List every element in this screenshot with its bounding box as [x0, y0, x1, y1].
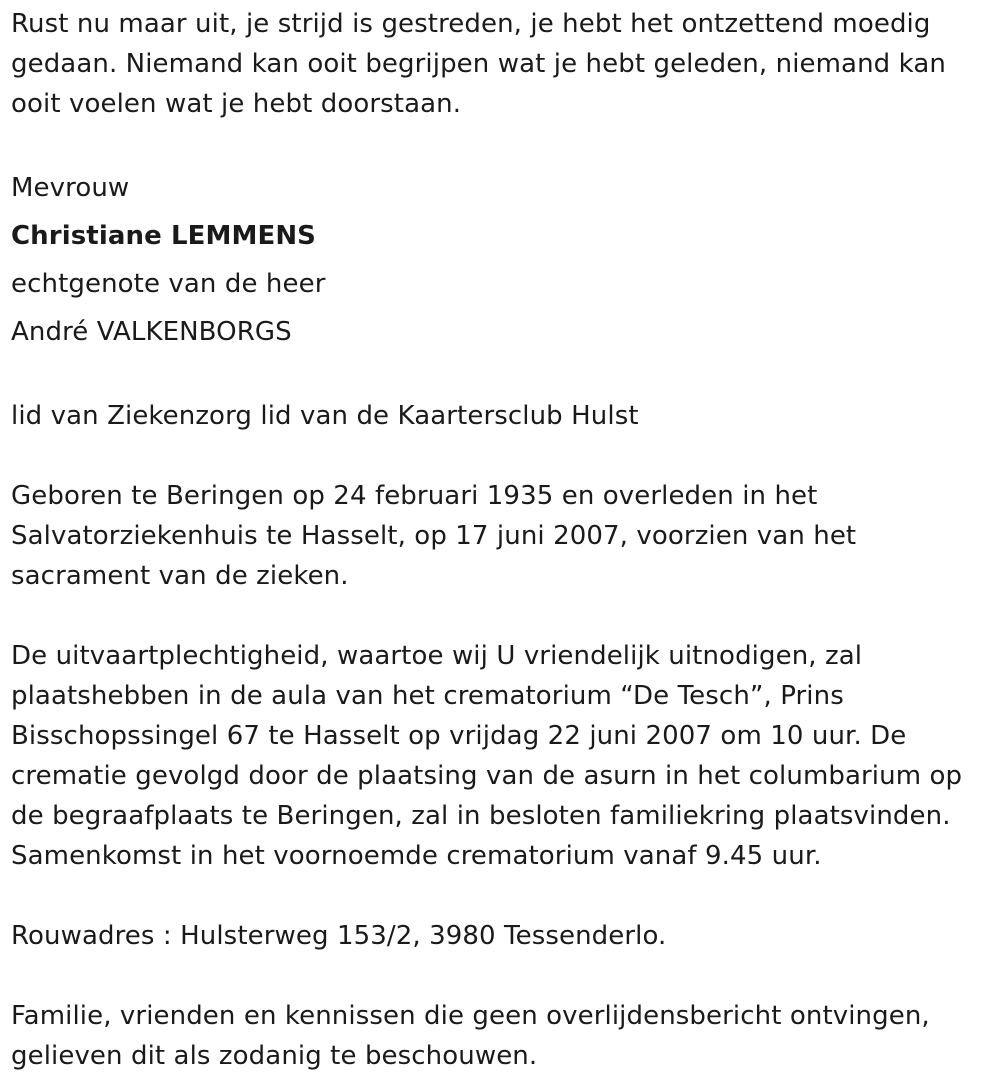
spacer — [11, 956, 991, 996]
address-paragraph: Rouwadres : Hulsterweg 153/2, 3980 Tessenderlo. — [11, 921, 667, 951]
closing-paragraph: Familie, vrienden en kennissen die geen overlijdensbericht ontvingen, gelieven dit als zodanig te beschouwen. — [11, 1001, 930, 1071]
memberships-paragraph: lid van Ziekenzorg lid van de Kaartersclub Hulst — [11, 401, 639, 431]
spacer — [11, 876, 991, 916]
death-notice — [11, 4, 991, 1076]
relation-text: echtgenote van de heer — [11, 269, 326, 299]
intro-paragraph: Rust nu maar uit, je strijd is gestreden, je hebt het ontzettend moedig gedaan. Niemand kan ooit begrijpen wat je hebt geleden, niemand kan ooit voelen wat je hebt doorstaan. — [11, 9, 946, 119]
spacer — [11, 596, 991, 636]
birth-death-paragraph: Geboren te Beringen op 24 februari 1935 en overleden in het Salvatorziekenhuis te Hasselt, op 17 juni 2007, voorzien van het sacrament van de zieken. — [11, 481, 857, 591]
deceased-name: Christiane LEMMENS — [11, 221, 317, 251]
honorific: Mevrouw — [11, 173, 130, 203]
spacer — [11, 124, 991, 164]
spacer — [11, 356, 991, 396]
spouse-name: André VALKENBORGS — [11, 317, 292, 347]
funeral-paragraph: De uitvaartplechtigheid, waartoe wij U vriendelijk uitnodigen, zal plaatshebben in de aula van het crematorium “De Tesch”, Prins Bisschopssingel 67 te Hasselt op vrijdag 22 juni 2007 om 10 uur. De crematie gevolgd door de plaatsing van de asurn in het columbarium op de begraafplaats te Beringen, zal in besloten familiekring plaatsvinden. Samenkomst in het voornoemde crematorium vanaf 9.45 uur. — [11, 641, 963, 871]
deceased-block — [11, 164, 991, 356]
spacer — [11, 436, 991, 476]
